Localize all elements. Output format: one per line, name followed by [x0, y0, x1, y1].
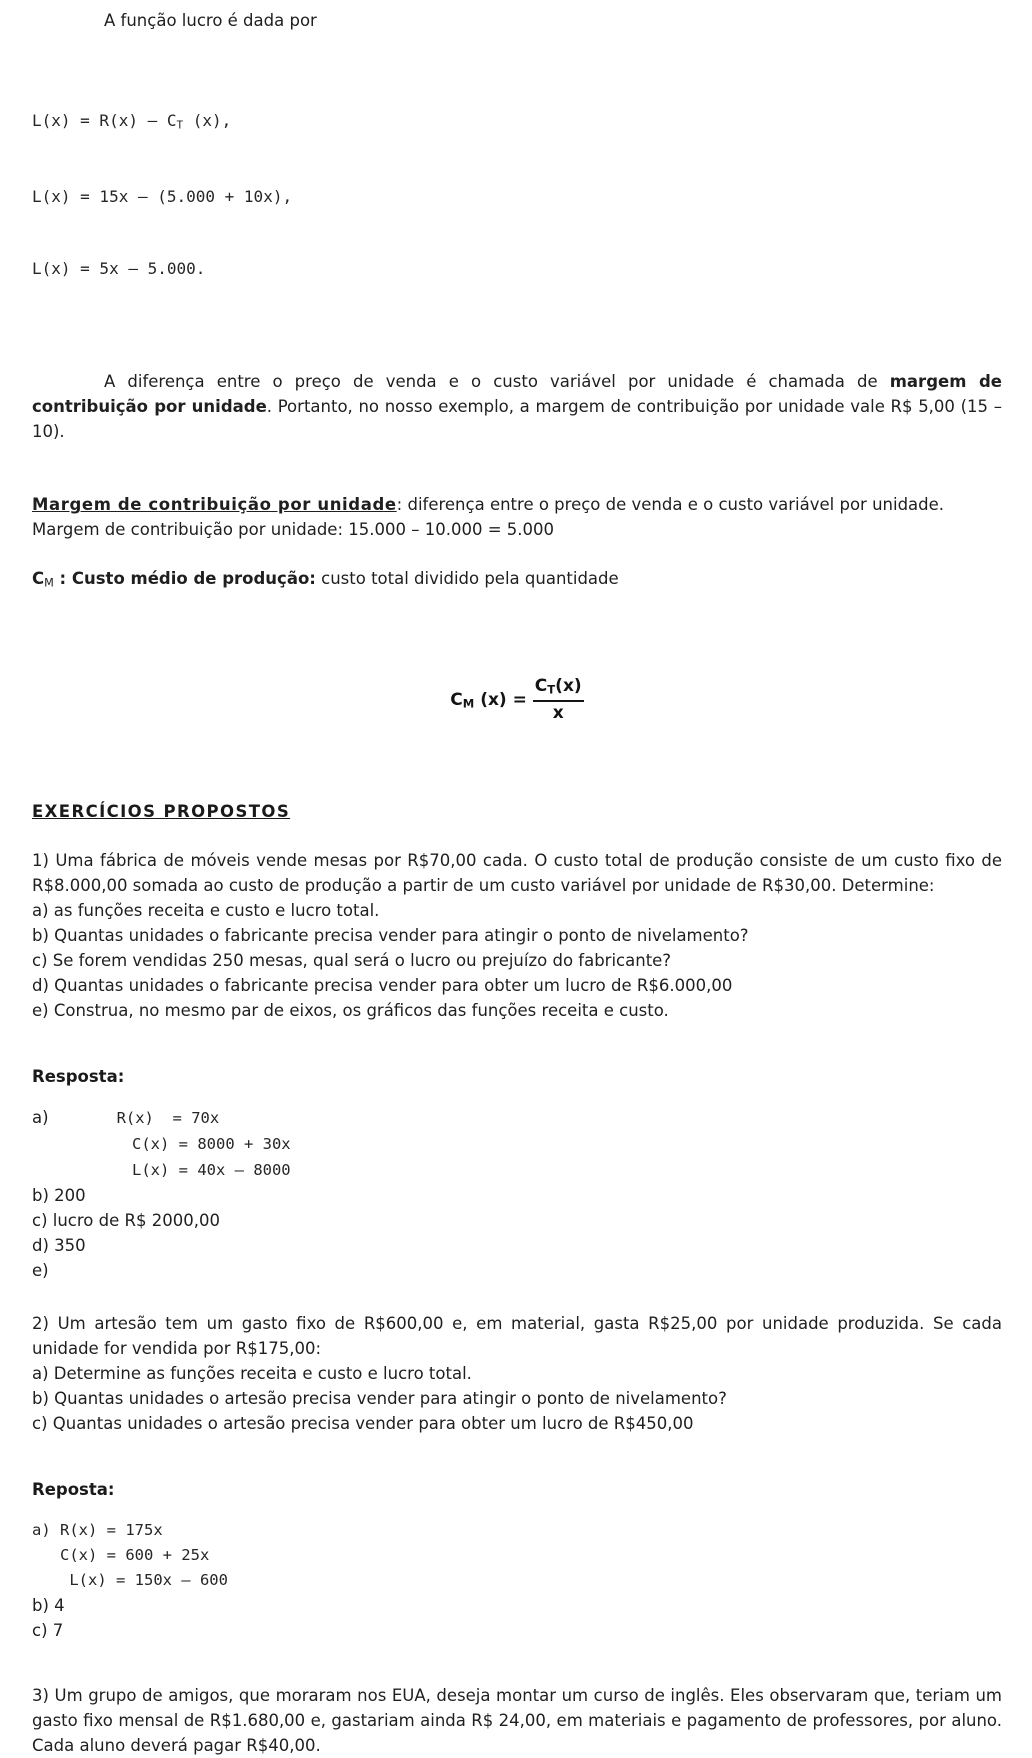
spacer: [32, 33, 1002, 61]
exercise-2-answer-formula-3: L(x) = 150x – 600: [32, 1571, 228, 1590]
definition-margin-per-unit-text: diferença entre o preço de venda e o custo variável por unidade.: [407, 495, 945, 515]
average-cost-formula-row: [450, 676, 583, 724]
intro-lead-text: A função lucro é dada por: [104, 11, 317, 30]
formula-left-subscript: M: [462, 696, 475, 711]
spacer: [32, 771, 1002, 799]
exercise-1-answer-a-marker: a): [32, 1108, 49, 1128]
formula-left-symbol: C: [450, 689, 463, 710]
exercise-2-answer-label: Reposta:: [32, 1479, 115, 1499]
profit-equation-line-1-suffix: (x),: [183, 111, 232, 130]
spacer-top: [32, 0, 1002, 8]
spacer: [32, 1643, 1002, 1683]
formula-fraction-denominator: x: [552, 703, 564, 724]
profit-equation-line-1-prefix: L(x) = R(x) – C: [32, 111, 177, 130]
spacer: [32, 329, 1002, 369]
exercise-2-question-b: b) Quantas unidades o artesão precisa vender para atingir o ponto de nivelamento?: [32, 1389, 727, 1409]
exercise-1-question-b: b) Quantas unidades o fabricante precisa vender para atingir o ponto de nivelamento?: [32, 926, 749, 946]
formula-numerator-argument: (x): [555, 675, 582, 696]
formula-equals-argument: (x) =: [474, 689, 533, 710]
definition-average-cost-symbol-subscript: M: [44, 576, 54, 590]
profit-equations-block: [32, 61, 1002, 329]
exercise-1-question-a: a) as funções receita e custo e lucro total.: [32, 901, 380, 921]
exercise-2-question-c: c) Quantas unidades o artesão precisa vender para obter um lucro de R$450,00: [32, 1414, 694, 1434]
exercise-1-answer-a-row: [32, 1105, 1002, 1131]
formula-fraction-numerator: [533, 676, 584, 703]
exercise-1-answer-formula-1: R(x) = 70x: [116, 1109, 220, 1128]
exercise-1-answer-label: Resposta:: [32, 1066, 125, 1086]
spacer: [32, 1023, 1002, 1047]
definition-average-cost-symbol: C: [32, 569, 45, 589]
profit-equation-line-3: L(x) = 5x – 5.000.: [32, 259, 206, 279]
definition-average-cost-text: custo total dividido pela quantidade: [315, 569, 619, 589]
profit-equation-line-1-subscript: T: [176, 118, 184, 132]
exercise-1-question-e: e) Construa, no mesmo par de eixos, os gráficos das funções receita e custo.: [32, 1001, 669, 1021]
exercise-1-answer-d: d) 350: [32, 1236, 86, 1256]
definition-margin-per-unit-calculation: Margem de contribuição por unidade: 15.000 – 10.000 = 5.000: [32, 520, 555, 540]
exercise-1-statement: 1) Uma fábrica de móveis vende mesas por R$70,00 cada. O custo total de produção consiste de um custo fixo de R$8.000,00 somada ao custo de produção a partir de um custo variável por unidade de R$30,00. Determine:: [32, 851, 1002, 896]
average-cost-formula: [32, 676, 1002, 724]
definition-margin-per-unit: [32, 492, 1002, 517]
spacer: [32, 723, 1002, 771]
spacer: [32, 542, 1002, 566]
exercises-section-title: EXERCÍCIOS PROPOSTOS: [32, 802, 291, 822]
profit-equation-line-2: L(x) = 15x – (5.000 + 10x),: [32, 187, 293, 207]
definition-margin-per-unit-term: Margem de contribuição por unidade: [32, 495, 397, 515]
spacer: [32, 1283, 1002, 1311]
exercise-2-question-a: a) Determine as funções receita e custo e lucro total.: [32, 1364, 472, 1384]
spacer: [32, 444, 1002, 492]
exercise-1-answer-b: b) 200: [32, 1186, 86, 1206]
exercise-1-answer-formula-2-row: [32, 1131, 1002, 1157]
exercise-1-answer-c: c) lucro de R$ 2000,00: [32, 1211, 220, 1231]
exercise-2-answer-formula-1: a) R(x) = 175x: [32, 1521, 163, 1540]
formula-fraction: [533, 676, 584, 724]
definition-average-cost-label: : Custo médio de produção:: [53, 569, 316, 589]
contribution-margin-paragraph: [32, 369, 1002, 444]
contribution-margin-bold-term: margem de contribuição por unidade: [32, 372, 1002, 417]
definition-margin-per-unit-separator: :: [396, 495, 408, 515]
exercise-2-answer-b: b) 4: [32, 1596, 65, 1616]
spacer: [32, 824, 1002, 848]
exercise-1-answer-formula-3: L(x) = 40x – 8000: [132, 1161, 291, 1180]
exercise-1-answer-e: e): [32, 1261, 49, 1281]
exercise-2-statement: 2) Um artesão tem um gasto fixo de R$600,00 e, em material, gasta R$25,00 por unidade produzida. Se cada unidade for vendida por R$175,00:: [32, 1314, 1002, 1359]
contribution-margin-text-part-1: A diferença entre o preço de venda e o custo variável por unidade é chamada de: [104, 372, 890, 392]
definition-average-cost: [32, 566, 1002, 595]
exercise-1-answer-formula-3-row: [32, 1157, 1002, 1183]
exercise-3-statement: 3) Um grupo de amigos, que moraram nos EUA, deseja montar um curso de inglês. Eles observaram que, teriam um gasto fixo mensal de R$1.680,00 e, gastariam ainda R$ 24,00, em materiais e pagamento de professores, por aluno. Cada aluno deverá pagar R$40,00.: [32, 1686, 1002, 1756]
spacer: [32, 644, 1002, 676]
spacer: [32, 596, 1002, 644]
exercise-1-answer-formula-2: C(x) = 8000 + 30x: [132, 1135, 291, 1154]
contribution-margin-text-part-2: . Portanto, no nosso exemplo, a margem de contribuição por unidade vale R$ 5,00 (15 – 10).: [32, 397, 1002, 442]
formula-numerator-subscript: T: [547, 682, 556, 697]
spacer: [32, 1436, 1002, 1460]
exercise-2-answer-formula-2: C(x) = 600 + 25x: [32, 1546, 210, 1565]
exercise-1-question-d: d) Quantas unidades o fabricante precisa vender para obter um lucro de R$6.000,00: [32, 976, 733, 996]
formula-numerator-symbol: C: [534, 675, 548, 696]
profit-equation-line-1: [32, 109, 1002, 137]
exercise-2-answer-c: c) 7: [32, 1621, 64, 1641]
exercise-1-question-c: c) Se forem vendidas 250 mesas, qual será o lucro ou prejuízo do fabricante?: [32, 951, 672, 971]
